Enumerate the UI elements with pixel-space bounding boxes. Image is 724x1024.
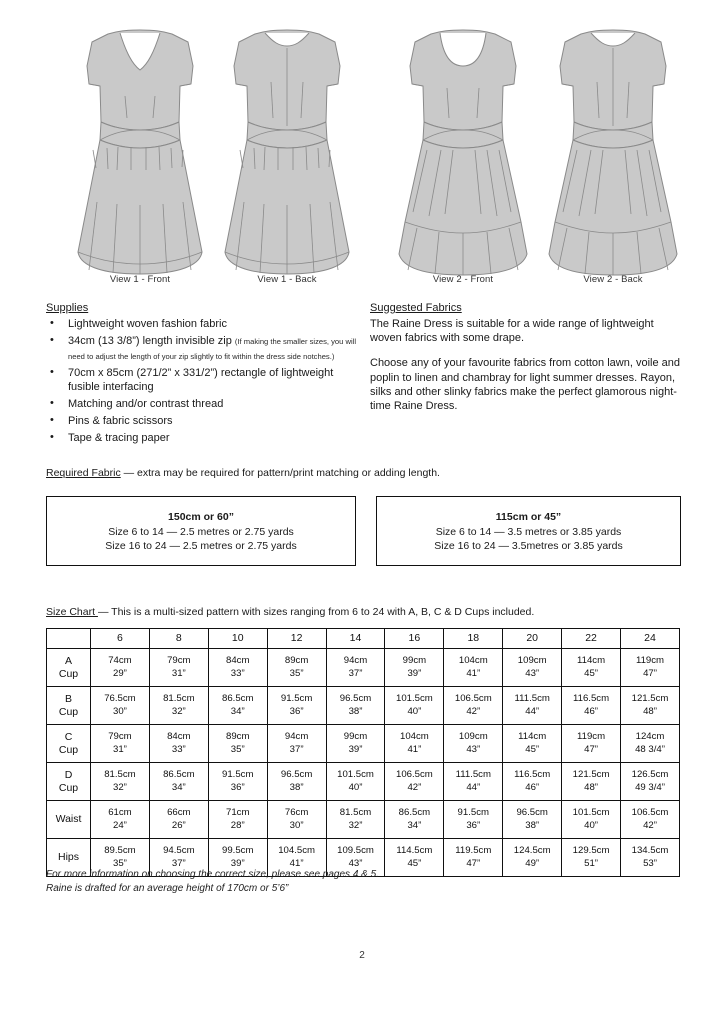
measurement-inches: 45” [525, 743, 540, 755]
table-cell [149, 649, 208, 687]
measurement-cm: 71cm [225, 807, 250, 819]
measurement-cm: 129.5cm [572, 845, 610, 857]
table-cell [503, 649, 562, 687]
table-cell [621, 839, 680, 877]
table-cell [562, 763, 621, 801]
table-cell [444, 687, 503, 725]
column-header: 24 [621, 629, 680, 649]
measurement-inches: 43” [348, 857, 363, 869]
measurement-cm: 116.5cm [514, 769, 551, 781]
measurement-inches: 35” [289, 667, 304, 679]
measurement-cm: 96.5cm [339, 693, 372, 705]
column-header: 22 [562, 629, 621, 649]
row-label: B Cup [47, 687, 91, 725]
table-cell [326, 725, 385, 763]
measurement-cm: 114cm [577, 655, 606, 667]
measurement-inches: 32” [171, 705, 186, 717]
column-header: 16 [385, 629, 444, 649]
table-row [47, 801, 680, 839]
table-cell [621, 649, 680, 687]
list-item [46, 397, 364, 412]
measurement-inches: 39” [407, 667, 422, 679]
measurement-cm: 89cm [284, 655, 309, 667]
table-cell [326, 763, 385, 801]
measurement-cm: 84cm [225, 655, 250, 667]
supply-text: 34cm (13 3/8”) length invisible zip [68, 335, 232, 347]
row-label: Hips [47, 839, 91, 877]
figure-caption: View 2 - Back [583, 274, 643, 285]
measurement-inches: 37” [348, 667, 363, 679]
measurement-cm: 89cm [225, 731, 250, 743]
measurement-cm: 79cm [108, 731, 132, 743]
measurement-inches: 32” [348, 819, 363, 831]
measurement-inches: 45” [407, 857, 422, 869]
table-cell [267, 801, 326, 839]
measurement-cm: 96.5cm [280, 769, 313, 781]
table-cell [267, 763, 326, 801]
measurement-cm: 104cm [458, 655, 488, 667]
table-cell [385, 687, 444, 725]
measurement-cm: 101.5cm [572, 807, 610, 819]
fabric-requirement-box-115cm [376, 496, 681, 566]
measurement-cm: 94cm [284, 731, 309, 743]
table-row [47, 687, 680, 725]
measurement-cm: 79cm [167, 655, 191, 667]
measurement-cm: 109.5cm [337, 845, 374, 857]
measurement-inches: 49” [525, 857, 540, 869]
measurement-cm: 109cm [458, 731, 488, 743]
measurement-cm: 126.5cm [631, 769, 669, 781]
measurement-inches: 36” [289, 705, 304, 717]
measurement-inches: 37” [171, 857, 186, 869]
table-cell [503, 687, 562, 725]
fabric-box-line: Size 16 to 24 — 3.5metres or 3.85 yards [434, 540, 623, 552]
measurement-inches: 47” [466, 857, 481, 869]
table-cell [503, 763, 562, 801]
measurement-inches: 41” [289, 857, 304, 869]
measurement-inches: 48” [584, 781, 598, 793]
measurement-cm: 121.5cm [631, 693, 669, 705]
supplies-heading: Supplies [46, 302, 89, 314]
table-cell [91, 801, 150, 839]
required-fabric-heading [46, 467, 440, 479]
measurement-inches: 48” [643, 705, 657, 717]
measurement-inches: 40” [348, 781, 363, 793]
column-header: 18 [444, 629, 503, 649]
size-chart-heading [46, 606, 534, 618]
fabrics-paragraph: Choose any of your favourite fabrics from cotton lawn, voile and poplin to linen and chambray for light summer dresses. Rayon, silks and other slinky fabrics make the perfect glamorous night-time Raine Dress. [370, 357, 680, 413]
column-header: 6 [91, 629, 150, 649]
list-item [46, 414, 364, 429]
measurement-cm: 106.5cm [454, 693, 492, 705]
measurement-inches: 31” [113, 743, 127, 755]
measurement-cm: 96.5cm [516, 807, 548, 819]
measurement-inches: 34” [171, 781, 186, 793]
measurement-cm: 104.5cm [278, 845, 316, 857]
measurement-inches: 46” [584, 705, 598, 717]
list-item [46, 317, 364, 332]
table-cell [149, 687, 208, 725]
table-cell [444, 839, 503, 877]
supplies-list [46, 317, 364, 446]
measurement-inches: 37” [289, 743, 304, 755]
measurement-cm: 114cm [518, 731, 547, 743]
table-cell [208, 801, 267, 839]
measurement-inches: 49 3/4” [635, 781, 665, 793]
table-cell [562, 687, 621, 725]
table-row [47, 649, 680, 687]
column-header: 10 [208, 629, 267, 649]
table-cell [385, 839, 444, 877]
table-cell [267, 725, 326, 763]
table-cell [91, 763, 150, 801]
measurement-inches: 33” [171, 743, 186, 755]
figure-captions [0, 274, 724, 290]
measurement-cm: 124cm [635, 731, 665, 743]
dress-figure-view2-back [533, 22, 693, 284]
dress-figure-view2-front [383, 22, 543, 284]
measurement-inches: 30” [113, 705, 127, 717]
table-cell [208, 649, 267, 687]
measurement-inches: 41” [466, 667, 481, 679]
table-cell [149, 763, 208, 801]
supply-text: Pins & fabric scissors [68, 415, 173, 427]
measurement-cm: 114.5cm [396, 845, 433, 857]
measurement-cm: 116.5cm [573, 693, 610, 705]
measurement-cm: 81.5cm [163, 693, 195, 705]
table-cell [621, 801, 680, 839]
measurement-cm: 101.5cm [337, 769, 374, 781]
table-cell [444, 801, 503, 839]
measurement-inches: 35” [113, 857, 127, 869]
table-cell [503, 801, 562, 839]
supply-text: Tape & tracing paper [68, 432, 170, 444]
measurement-cm: 119cm [635, 655, 665, 667]
measurement-inches: 35” [230, 743, 245, 755]
table-cell [385, 801, 444, 839]
measurement-cm: 106.5cm [631, 807, 669, 819]
measurement-cm: 99.5cm [221, 845, 254, 857]
measurement-cm: 111.5cm [514, 693, 550, 705]
table-cell [503, 839, 562, 877]
table-cell [385, 649, 444, 687]
fabric-box-title: 150cm or 60” [168, 511, 234, 523]
table-cell [208, 763, 267, 801]
fabric-box-title: 115cm or 45” [495, 511, 562, 523]
table-cell [562, 725, 621, 763]
fabric-box-line: Size 6 to 14 — 3.5 metres or 3.85 yards [435, 526, 622, 538]
measurement-inches: 31” [171, 667, 186, 679]
measurement-cm: 99cm [402, 655, 427, 667]
row-label: Waist [47, 801, 91, 839]
measurement-cm: 109cm [517, 655, 547, 667]
measurement-cm: 106.5cm [396, 769, 433, 781]
fabric-requirement-box-150cm [46, 496, 356, 566]
measurement-cm: 74cm [108, 655, 132, 667]
size-chart-note: — This is a multi-sized pattern with sizes ranging from 6 to 24 with A, B, C & D Cups included. [97, 606, 535, 618]
measurement-inches: 38” [525, 819, 540, 831]
table-cell [444, 649, 503, 687]
table-cell [444, 763, 503, 801]
row-label: C Cup [47, 725, 91, 763]
measurement-cm: 91.5cm [457, 807, 490, 819]
dress-figure-view1-back [207, 22, 367, 284]
dress-illustrations [0, 22, 724, 284]
measurement-cm: 91.5cm [280, 693, 313, 705]
table-cell [562, 839, 621, 877]
size-chart-notes [46, 868, 379, 895]
table-cell [444, 725, 503, 763]
measurement-cm: 89.5cm [104, 845, 136, 857]
measurement-inches: 39” [348, 743, 363, 755]
dress-figure-view1-front [60, 22, 220, 284]
size-chart-note-line: Raine is drafted for an average height of 170cm or 5’6” [46, 882, 289, 894]
measurement-inches: 45” [584, 667, 598, 679]
measurement-inches: 36” [230, 781, 245, 793]
table-cell [267, 687, 326, 725]
measurement-cm: 86.5cm [221, 693, 254, 705]
measurement-inches: 44” [525, 705, 540, 717]
measurement-inches: 46” [525, 781, 540, 793]
list-item [46, 366, 364, 395]
measurement-inches: 33” [230, 667, 245, 679]
table-cell [621, 687, 680, 725]
column-header: 8 [149, 629, 208, 649]
table-cell [326, 649, 385, 687]
table-header-row [47, 629, 680, 649]
table-corner-cell [47, 629, 91, 649]
supplies-section [46, 302, 364, 448]
measurement-cm: 94cm [343, 655, 368, 667]
fabric-box-line: Size 6 to 14 — 2.5 metres or 2.75 yards [108, 526, 294, 538]
measurement-cm: 99cm [343, 731, 368, 743]
row-label: A Cup [47, 649, 91, 687]
measurement-inches: 53” [643, 857, 657, 869]
column-header: 12 [267, 629, 326, 649]
table-cell [562, 649, 621, 687]
measurement-cm: 121.5cm [572, 769, 610, 781]
measurement-inches: 41” [407, 743, 422, 755]
fabric-box-line: Size 16 to 24 — 2.5 metres or 2.75 yards [105, 540, 297, 552]
column-header: 20 [503, 629, 562, 649]
table-cell [208, 725, 267, 763]
measurement-inches: 42” [407, 781, 422, 793]
table-cell [91, 649, 150, 687]
figure-caption: View 1 - Front [109, 274, 171, 285]
row-label: D Cup [47, 763, 91, 801]
table-cell [326, 801, 385, 839]
measurement-inches: 34” [230, 705, 245, 717]
measurement-inches: 42” [643, 819, 657, 831]
table-cell [91, 687, 150, 725]
suggested-fabrics-section [370, 302, 682, 413]
table-cell [385, 763, 444, 801]
measurement-cm: 84cm [167, 731, 191, 743]
measurement-cm: 76.5cm [104, 693, 136, 705]
table-cell [267, 649, 326, 687]
measurement-cm: 61cm [108, 807, 132, 819]
measurement-inches: 51” [584, 857, 598, 869]
table-row [47, 725, 680, 763]
required-fabric-note: — extra may be required for pattern/print matching or adding length. [120, 467, 440, 479]
supply-note: (If making the smaller sizes, you will need to adjust the length of your zip slightly to fit within the dress side notches.) [68, 337, 357, 361]
measurement-cm: 104cm [400, 731, 429, 743]
measurement-cm: 81.5cm [339, 807, 372, 819]
measurement-cm: 76cm [284, 807, 309, 819]
page-number: 2 [359, 950, 365, 961]
measurement-inches: 30” [289, 819, 304, 831]
table-cell [326, 687, 385, 725]
measurement-inches: 28” [230, 819, 245, 831]
measurement-inches: 47” [643, 667, 657, 679]
size-chart-note-line: For more information on choosing the correct size, please see pages 4 & 5. [46, 869, 379, 880]
measurement-inches: 43” [466, 743, 481, 755]
list-item [46, 431, 364, 446]
table-cell [208, 687, 267, 725]
supply-text: Matching and/or contrast thread [68, 398, 224, 410]
figure-caption: View 2 - Front [432, 274, 494, 285]
measurement-cm: 86.5cm [163, 769, 195, 781]
table-cell [621, 725, 680, 763]
measurement-inches: 42” [466, 705, 481, 717]
table-cell [562, 801, 621, 839]
figure-caption: View 1 - Back [257, 274, 317, 285]
measurement-inches: 26” [171, 819, 186, 831]
measurement-inches: 29” [113, 667, 127, 679]
table-row [47, 763, 680, 801]
measurement-inches: 40” [407, 705, 422, 717]
measurement-inches: 47” [584, 743, 598, 755]
table-cell [149, 801, 208, 839]
measurement-cm: 94.5cm [163, 845, 195, 857]
suggested-fabrics-heading: Suggested Fabrics [370, 302, 462, 314]
measurement-cm: 66cm [167, 807, 191, 819]
measurement-cm: 119.5cm [455, 845, 492, 857]
measurement-cm: 81.5cm [104, 769, 136, 781]
supply-text: Lightweight woven fashion fabric [68, 318, 227, 330]
table-cell [149, 725, 208, 763]
measurement-inches: 36” [466, 819, 481, 831]
table-cell [385, 725, 444, 763]
measurement-inches: 32” [113, 781, 127, 793]
measurement-cm: 134.5cm [631, 845, 669, 857]
required-fabric-label: Required Fabric [46, 467, 121, 479]
measurement-cm: 91.5cm [221, 769, 254, 781]
measurement-inches: 44” [466, 781, 481, 793]
measurement-inches: 38” [348, 705, 363, 717]
measurement-inches: 43” [525, 667, 540, 679]
table-cell [503, 725, 562, 763]
measurement-inches: 38” [289, 781, 304, 793]
measurement-inches: 40” [584, 819, 598, 831]
fabrics-paragraph: The Raine Dress is suitable for a wide range of lightweight woven fabrics with some drape. [370, 318, 654, 345]
table-cell [621, 763, 680, 801]
measurement-cm: 111.5cm [455, 769, 491, 781]
supply-text: 70cm x 85cm (271/2” x 331/2”) rectangle of lightweight fusible interfacing [68, 366, 334, 393]
measurement-inches: 24” [113, 819, 127, 831]
measurement-inches: 34” [407, 819, 422, 831]
measurement-cm: 86.5cm [398, 807, 431, 819]
size-chart-label: Size Chart [46, 606, 98, 618]
measurement-cm: 101.5cm [396, 693, 433, 705]
size-chart-table [46, 628, 680, 877]
measurement-cm: 119cm [577, 731, 606, 743]
measurement-inches: 39” [230, 857, 245, 869]
measurement-cm: 124.5cm [513, 845, 551, 857]
column-header: 14 [326, 629, 385, 649]
list-item [46, 334, 364, 363]
measurement-inches: 48 3/4” [635, 743, 665, 755]
table-cell [91, 725, 150, 763]
